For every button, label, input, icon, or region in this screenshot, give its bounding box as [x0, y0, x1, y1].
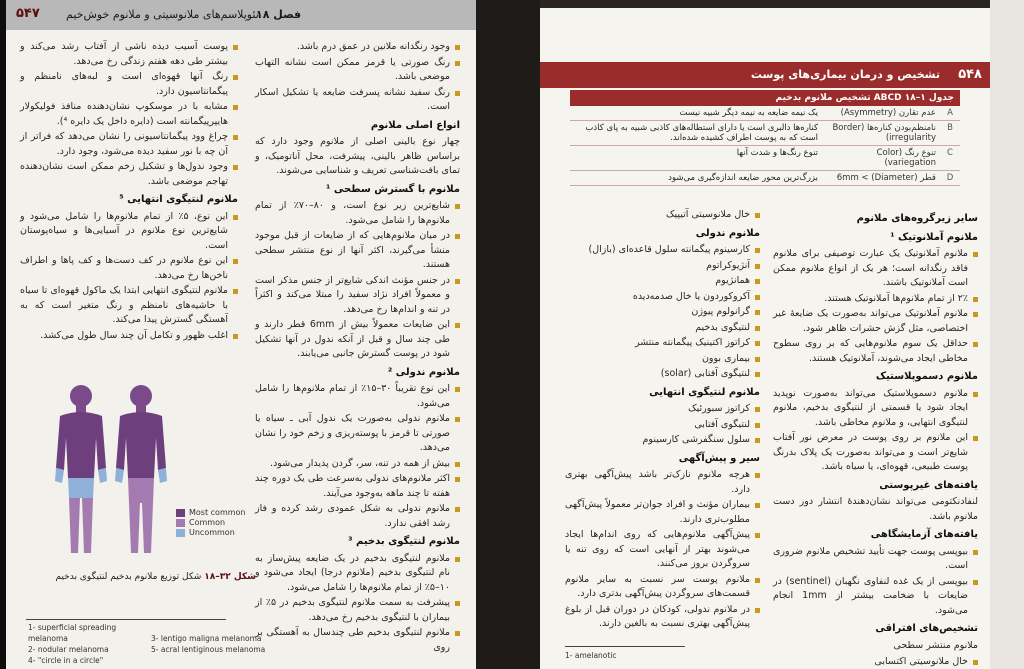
table-cell-desc: تنوع رنگ‌ها و شدت آنها	[570, 146, 822, 171]
footnote: 1- amelanotic	[565, 651, 617, 660]
table-cell-letter: B	[940, 121, 960, 146]
list-item: ملانوم لنتیگوی بدخیم طی چندسال به آهستگی بر روی	[255, 626, 460, 655]
list-item: پیش‌آگهی ملانوم‌هایی که روی اندام‌ها ایجاد می‌شوند بهتر از آنهایی است که روی تنه یا سروگردن بروز می‌کنند.	[565, 528, 760, 572]
left-page	[6, 0, 476, 669]
list-item: این نوع، ۵٪ از تمام ملانوم‌ها را شامل می‌شود و شایع‌ترین نوع ملانوم در آسیایی‌ها و سیاه‌پوستان است.	[20, 210, 238, 254]
list-item: پیشرفت به سمت ملانوم لنتیگوی بدخیم در ۵٪ از بیماران با لنتیگوی بدخیم رخ می‌دهد.	[255, 596, 460, 625]
figure-caption-text: شکل توزیع ملانوم بدخیم لنتیگوی بدخیم	[55, 572, 202, 582]
section-heading: ملانوم ندولی	[695, 227, 760, 239]
table-cell-letter: A	[940, 106, 960, 121]
table-cell-term: عدم تقارن (Asymmetry)	[822, 106, 940, 121]
section-heading: ملانوم ندولی ²	[387, 366, 460, 378]
left-page-col-right	[255, 40, 460, 656]
legend-item	[176, 528, 246, 537]
legend-label: Uncommon	[189, 528, 235, 537]
footnote: 5- acral lentiginous melanoma	[151, 645, 266, 654]
paragraph: ملانوم منتشر سطحی	[893, 639, 978, 651]
list-item: بیوپسی پوست جهت تأیید تشخیص ملانوم ضروری است.	[773, 545, 978, 574]
footnotes-left	[28, 622, 148, 666]
list-item: اکثر ملانوم‌های ندولی به‌سرعت طی یک دوره چند هفته تا چند ماهه به‌وجود می‌آیند.	[255, 472, 460, 501]
legend-label: Common	[189, 518, 226, 527]
footnote-divider	[565, 646, 685, 647]
list-item: لنتیگوی آفتابی	[565, 418, 760, 433]
list-item: رنگ صورتی یا قرمز ممکن است نشانه التهاب موضعی باشد.	[255, 56, 460, 85]
list-item: بیش از همه در تنه، سر، گردن پدیدار می‌شود.	[255, 457, 460, 472]
list-item: ملانوم دسموپلاستیک می‌تواند به‌صورت نوپدید ایجاد شود یا قسمتی از لنتیگوی بدخیم، ملانوم لنتیگوی انتهایی، و ملانوم مخاطی باشد.	[773, 387, 978, 431]
list-item: وجود ندول‌ها و تشکیل زخم ممکن است نشان‌دهنده تهاجم موضعی باشد.	[20, 160, 238, 189]
list-item: ملانوم ندولی به‌صورت یک ندول آبی ـ سیاه یا صورتی تا قرمز با پوسته‌ریزی و زخم خود را نشان می‌دهد.	[255, 412, 460, 456]
footnote: 1- superficial spreading melanoma	[28, 623, 117, 643]
section-heading: انواع اصلی ملانوم	[370, 119, 460, 131]
footnotes-right	[151, 633, 271, 655]
table	[570, 106, 960, 186]
legend-label: Most common	[189, 508, 246, 517]
section-heading: ملانوم آملانوتیک ¹	[890, 231, 978, 243]
list-item: خال ملانوسیتی آتیپیک	[565, 208, 760, 223]
section-heading: ملانوم لنتیگوی بدخیم ³	[348, 536, 460, 547]
list-item: بیماران مؤنث و افراد جوان‌تر معمولاً پیش‌آگهی مطلوب‌تری دارند.	[565, 498, 760, 527]
legend-swatch	[176, 509, 185, 517]
section-heading: سایر زیرگروه‌های ملانوم	[856, 213, 978, 224]
right-page-col-right	[773, 208, 978, 669]
table-cell-desc: کناره‌ها دالبری است یا دارای استطاله‌های کاذبی شبیه به پای کاذب است که به پوست اطراف کشیده شده‌اند.	[570, 121, 822, 146]
book-spine	[476, 0, 540, 669]
chapter-label: فصل ۱۸	[256, 8, 302, 21]
legend-item	[176, 508, 246, 517]
list-item: هرچه ملانوم نازک‌تر باشد پیش‌آگهی بهتری دارد.	[565, 468, 760, 497]
footnote: 3- lentigo maligna melanoma	[151, 634, 262, 643]
section-heading: ملانوم لنتیگوی انتهایی ⁵	[119, 194, 238, 205]
list-item: ۲٪ از تمام ملانوم‌ها آملانوتیک هستند.	[773, 292, 978, 307]
list-item: ملانوم لنتیگوی بدخیم در یک ضایعه پیش‌ساز به نام لنتیگوی بدخیم (ملانوم درجا) ایجاد می‌شود و ۱۰–۵٪ از تمام ملانوم‌ها را شامل می‌شود.	[255, 552, 460, 596]
table-row	[570, 146, 960, 171]
section-heading: یافته‌های غیرپوستی	[879, 479, 978, 491]
list-item: این نوع تقریباً ۳۰–۱۵٪ از تمام ملانوم‌ها را شامل می‌شود.	[255, 382, 460, 411]
list-item: اغلب ظهور و تکامل آن چند سال طول می‌کشد.	[20, 329, 238, 344]
table-row	[570, 106, 960, 121]
section-heading: تشخیص‌های افتراقی	[875, 623, 978, 634]
table-row	[570, 171, 960, 186]
list-item: در جنس مؤنث اندکی شایع‌تر از جنس مذکر است و معمولاً افراد نژاد سفید را مبتلا می‌کند و اکثراً در تنه و اندام‌ها رخ می‌دهد.	[255, 274, 460, 318]
section-heading: سیر و پیش‌آگهی	[678, 452, 760, 464]
legend-swatch	[176, 519, 185, 527]
page-right-edge	[990, 0, 1024, 669]
list-item: ملانوم آملانوتیک یک عبارت توصیفی برای ملانوم فاقد رنگدانه است؛ هر یک از انواع ملانوم ممکن است آملانوتیک باشند.	[773, 247, 978, 291]
figure-caption	[26, 572, 256, 582]
table-cell-term: قطر (Diameter) > 6mm	[822, 171, 940, 186]
list-item: لنتیگوی آفتابی (solar)	[565, 367, 760, 382]
list-item: در ملانوم ندولی، کودکان در دوران قبل از بلوغ پیش‌آگهی بهتری نسبت به بالغین دارند.	[565, 603, 760, 632]
body-back-illustration	[115, 385, 167, 553]
section-heading: یافته‌های آزمایشگاهی	[870, 529, 978, 540]
list-item: کراتوز اکتینیک پیگمانته منتشر	[565, 336, 760, 351]
right-page-col-left	[565, 208, 760, 633]
table-cell-term: تنوع رنگ (Color variegation)	[822, 146, 940, 171]
list-item: بیماری بوون	[565, 352, 760, 367]
list-item: این نوع ملانوم در کف دست‌ها و کف پاها و اطراف ناخن‌ها رخ می‌دهد.	[20, 254, 238, 283]
book-title: تشخیص و درمان بیماری‌های پوست	[750, 68, 940, 81]
list-item: مشابه با در موسکوپ نشان‌دهنده منافذ فولیکولار هایپرپیگمانته است (دایره داخل یک دایره ⁴).	[20, 100, 238, 129]
list-item: وجود رنگدانه ملانین در عمق درم باشد.	[255, 40, 460, 55]
table-cell-letter: C	[940, 146, 960, 171]
figure-legend	[176, 508, 246, 538]
table-cell-desc: یک نیمه ضایعه به نیمه دیگر شبیه نیست	[570, 106, 822, 121]
body-front-illustration	[55, 385, 107, 553]
list-item: این ملانوم بر روی پوست در معرض نور آفتاب شایع‌تر است و می‌تواند به‌صورت یک پلاک بدرنگ پوست طبیعی، قهوه‌ای، یا سیاه باشد.	[773, 431, 978, 475]
left-page-header	[6, 0, 476, 30]
abcd-table	[570, 90, 960, 186]
list-item: شایع‌ترین زیر نوع است، و ۸۰–۷۰٪ از تمام ملانوم‌ها را شامل می‌شود.	[255, 199, 460, 228]
table-title: جدول ۱–۱۸ ABCD تشخیص ملانوم بدخیم	[570, 90, 960, 106]
list-item: رنگ آنها قهوه‌ای است و لبه‌های نامنظم و پیگمانتاسیون دارد.	[20, 70, 238, 99]
paragraph: لنفادنکتومی می‌تواند نشان‌دهندهٔ انتشار دور دست ملانوم باشد.	[773, 496, 978, 522]
list-item: حداقل یک سوم ملانوم‌هایی که بر روی سطوح مخاطی ایجاد می‌شوند، آملانوتیک هستند.	[773, 337, 978, 366]
list-item: کراتوز سبورئیک	[565, 402, 760, 417]
figure-caption-label: شکل ۳۲–۱۸	[204, 572, 256, 582]
section-heading: ملانوم دسموپلاستیک	[875, 371, 978, 382]
section-heading: ملانوم لنتیگوی انتهایی	[649, 386, 760, 398]
footnote: 4- "circle in a circle"	[28, 656, 104, 665]
list-item: سلول سنگفرشی کارسینوم	[565, 433, 760, 448]
melanoma-distribution-figure	[46, 378, 176, 563]
section-heading: ملانوم با گسترش سطحی ¹	[326, 183, 460, 195]
page-number: ۵۴۸	[958, 67, 982, 82]
list-item: پوست آسیب دیده ناشی از آفتاب رشد می‌کند و بیشتر طی دهه هفتم زندگی رخ می‌دهد.	[20, 40, 238, 69]
left-page-col-left	[20, 40, 238, 344]
list-item: لنتیگوی بدخیم	[565, 321, 760, 336]
paragraph: چهار نوع بالینی اصلی از ملانوم وجود دارد که براساس ظاهر بالینی، پیشرفت، محل آناتومیک، و تمای بافت‌شناسی تعریف و شناسایی می‌شوند.	[255, 136, 460, 176]
list-item: گرانولوم پیوژن	[565, 305, 760, 320]
list-item: رنگ سفید نشانه پسرفت ضایعه یا تشکیل اسکار است.	[255, 86, 460, 115]
footnote-divider	[26, 619, 226, 620]
list-item: آکروکوردون یا خال صدمه‌دیده	[565, 290, 760, 305]
chapter-title: نئوپلاسم‌های ملانوسیتی و ملانوم خوش‌خیم	[66, 8, 259, 21]
legend-swatch	[176, 529, 185, 537]
list-item: ملانوم ندولی به شکل عمودی رشد کرده و فاز رشد افقی ندارد.	[255, 502, 460, 531]
list-item: ملانوم پوست سر نسبت به سایر ملانوم قسمت‌های سروگردن پیش‌آگهی بدتری دارد.	[565, 573, 760, 602]
list-item: چراغ وود پیگمانتاسیونی را نشان می‌دهد که فراتر از آن چه با نور سفید دیده می‌شود، وجود دارد.	[20, 130, 238, 159]
list-item: بیوپسی از یک غده لنفاوی نگهبان (sentinel) در ضایعات با ضخامت بیشتر از 1mm انجام می‌شود.	[773, 575, 978, 619]
legend-item	[176, 518, 246, 527]
page-number: ۵۴۷	[16, 6, 40, 21]
right-page	[540, 8, 990, 669]
list-item: همانژیوم	[565, 274, 760, 289]
table-row	[570, 121, 960, 146]
list-item: ملانوم آملانوتیک می‌تواند به‌صورت یک ضایعهٔ غیر اختصاصی، مثل گزش حشرات ظاهر شود.	[773, 307, 978, 336]
list-item: آنژیوکراتوم	[565, 259, 760, 274]
list-item: در میان ملانوم‌هایی که از ضایعات از قبل موجود منشأ می‌گیرند، اکثر آنها از نوع منتشر سطحی هستند.	[255, 229, 460, 273]
footnote: 2- nodular melanoma	[28, 645, 109, 654]
list-item: این ضایعات معمولاً بیش از 6mm قطر دارند و طی چند سال و قبل از آنکه ندول در آنها تشکیل شود در پوست گسترش جانبی می‌یابند.	[255, 318, 460, 362]
list-item: ملانوم لنتیگوی انتهایی ابتدا یک ماکول قهوه‌ای تا سیاه با حاشیه‌های نامنظم و رنگ متغیر است که به آهستگی گسترش پیدا می‌کند.	[20, 284, 238, 328]
table-cell-desc: بزرگ‌ترین محور ضایعه اندازه‌گیری می‌شود	[570, 171, 822, 186]
right-page-header	[540, 62, 990, 88]
table-cell-letter: D	[940, 171, 960, 186]
list-item: کارسینوم پیگمانته سلول قاعده‌ای (بازال)	[565, 243, 760, 258]
table-cell-term: نامنظم‌بودن کناره‌ها (Border irregularity)	[822, 121, 940, 146]
list-item: خال ملانوسیتی اکتسابی	[773, 655, 978, 669]
